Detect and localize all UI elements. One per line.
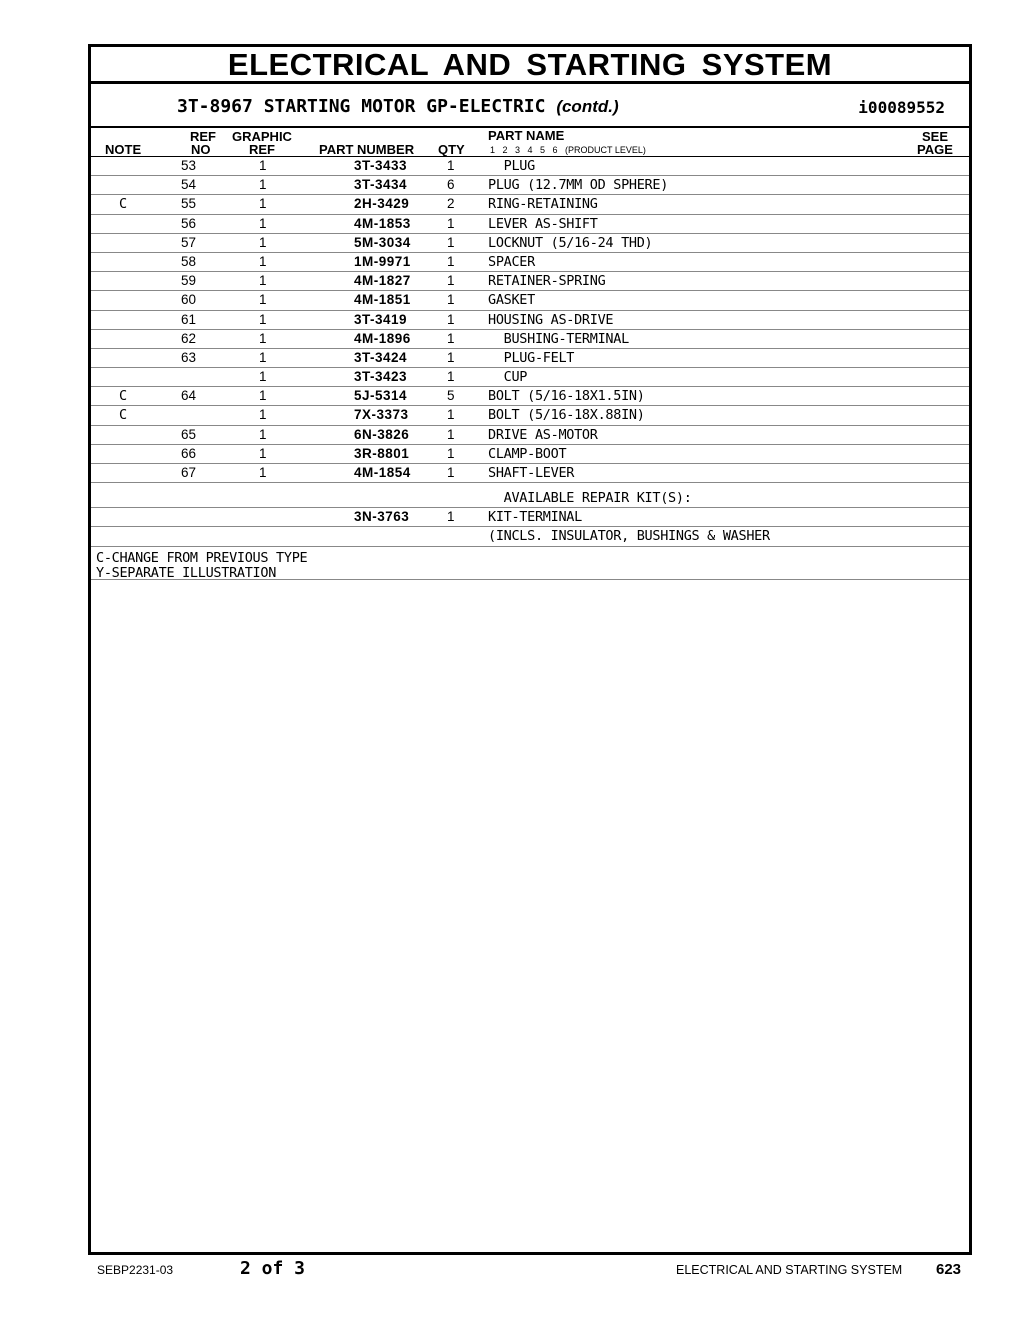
ref-cell: 63 (181, 349, 197, 365)
part-number-cell: 4M-1854 (354, 465, 411, 480)
header-graphic-top: GRAPHIC (232, 129, 292, 144)
part-number-cell: 3T-3419 (354, 311, 408, 327)
header-note: NOTE (105, 142, 142, 157)
kit-note: (INCLS. INSULATOR, BUSHINGS & WASHER (488, 528, 770, 545)
ref-cell: 60 (181, 292, 197, 308)
header-part-name: PART NAME (488, 128, 565, 143)
group-name: 3T-8967 STARTING MOTOR GP-ELECTRIC (177, 96, 546, 117)
kit-part-number: 3N-3763 (354, 509, 410, 525)
table-row (91, 464, 969, 483)
graphic-ref-cell: 1 (259, 311, 267, 327)
ref-cell: 64 (181, 388, 197, 404)
qty-cell: 1 (447, 253, 455, 269)
group-title (177, 96, 619, 117)
graphic-ref-cell: 1 (259, 426, 267, 442)
graphic-ref-cell: 1 (259, 177, 267, 193)
qty-cell: 1 (447, 445, 455, 461)
table-row (91, 445, 969, 464)
table-row (91, 426, 969, 445)
part-name-cell: DRIVE AS-MOTOR (488, 426, 598, 443)
column-headers (91, 128, 969, 157)
kit-note-row (91, 527, 969, 546)
ref-cell: 66 (181, 445, 197, 461)
part-number-cell: 3T-3433 (354, 158, 408, 173)
footer-section: ELECTRICAL AND STARTING SYSTEM (676, 1263, 903, 1277)
part-number-cell: 5M-3034 (354, 234, 411, 250)
table-row (91, 387, 969, 406)
page-footer (0, 1258, 1020, 1282)
qty-cell: 1 (447, 292, 455, 308)
part-number-cell: 5J-5314 (354, 388, 408, 404)
kit-heading: AVAILABLE REPAIR KIT(S): (488, 490, 692, 507)
part-name-cell: PLUG-FELT (488, 349, 575, 366)
qty-cell: 2 (447, 196, 455, 212)
page-frame (88, 44, 972, 1255)
part-number-cell: 4M-1827 (354, 273, 411, 289)
header-product-levels: 1 2 3 4 5 6 (PRODUCT LEVEL) (490, 145, 646, 155)
graphic-ref-cell: 1 (259, 215, 267, 231)
doc-id: SEBP2231-03 (97, 1263, 174, 1277)
contd-label: (contd.) (556, 97, 619, 116)
kit-heading-row (91, 483, 969, 508)
part-name-cell: RING-RETAINING (488, 196, 598, 213)
legend-change: C-CHANGE FROM PREVIOUS TYPE (96, 549, 308, 566)
part-number-cell: 6N-3826 (354, 426, 410, 442)
group-header (91, 84, 969, 128)
table-row (91, 368, 969, 387)
graphic-ref-cell: 1 (259, 349, 267, 365)
table-row (91, 253, 969, 272)
qty-cell: 1 (447, 407, 455, 423)
table-row (91, 234, 969, 253)
header-see-bottom: PAGE (917, 142, 953, 157)
part-number-cell: 1M-9971 (354, 253, 411, 269)
ref-cell: 55 (181, 196, 197, 212)
table-row (91, 195, 969, 214)
graphic-ref-cell: 1 (259, 196, 267, 212)
qty-cell: 1 (447, 369, 455, 385)
qty-cell: 1 (447, 215, 455, 231)
graphic-ref-cell: 1 (259, 273, 267, 289)
graphic-ref-cell: 1 (259, 407, 267, 423)
qty-cell: 1 (447, 273, 455, 289)
qty-cell: 1 (447, 330, 455, 346)
part-name-cell: BOLT (5/16-18X.88IN) (488, 407, 645, 424)
graphic-ref-cell: 1 (259, 330, 267, 346)
table-row (91, 272, 969, 291)
graphic-ref-cell: 1 (259, 158, 267, 173)
page-number: 623 (936, 1261, 962, 1278)
part-name-cell: GASKET (488, 292, 535, 309)
table-row (91, 176, 969, 195)
note-cell: C (119, 407, 127, 424)
ref-cell: 58 (181, 253, 197, 269)
part-number-cell: 4M-1851 (354, 292, 411, 308)
kit-name: KIT-TERMINAL (488, 509, 582, 526)
graphic-ref-cell: 1 (259, 445, 267, 461)
qty-cell: 1 (447, 234, 455, 250)
ref-cell: 62 (181, 330, 197, 346)
part-name-cell: CUP (488, 369, 528, 386)
header-part-number: PART NUMBER (319, 142, 415, 157)
kit-qty: 1 (447, 509, 455, 525)
part-name-cell: RETAINER-SPRING (488, 273, 606, 290)
graphic-ref-cell: 1 (259, 369, 267, 385)
ref-cell: 54 (181, 177, 197, 193)
header-see-top: SEE (922, 129, 949, 144)
part-number-cell: 3R-8801 (354, 445, 410, 461)
table-row (91, 215, 969, 234)
part-name-cell: LEVER AS-SHIFT (488, 215, 598, 232)
part-name-cell: SPACER (488, 253, 535, 270)
graphic-ref-cell: 1 (259, 388, 267, 404)
header-ref-top: REF (190, 129, 216, 144)
legend-separate: Y-SEPARATE ILLUSTRATION (96, 564, 277, 581)
graphic-ref-cell: 1 (259, 292, 267, 308)
note-cell: C (119, 196, 127, 213)
table-row (91, 157, 969, 176)
ref-cell: 57 (181, 234, 197, 250)
ref-cell: 53 (181, 158, 197, 173)
qty-cell: 1 (447, 465, 455, 480)
part-number-cell: 2H-3429 (354, 196, 410, 212)
graphic-ref-cell: 1 (259, 465, 267, 480)
qty-cell: 1 (447, 349, 455, 365)
ref-cell: 67 (181, 465, 197, 480)
qty-cell: 6 (447, 177, 455, 193)
qty-cell: 1 (447, 311, 455, 327)
parts-list (91, 157, 969, 580)
header-qty: QTY (438, 142, 465, 157)
part-name-cell: CLAMP-BOOT (488, 445, 567, 462)
illustration-id: i00089552 (858, 98, 945, 117)
graphic-ref-cell: 1 (259, 234, 267, 250)
qty-cell: 5 (447, 388, 455, 404)
table-row (91, 330, 969, 349)
table-row (91, 291, 969, 310)
ref-cell: 59 (181, 273, 197, 289)
part-number-cell: 3T-3434 (354, 177, 408, 193)
page-title: ELECTRICAL AND STARTING SYSTEM (91, 47, 969, 84)
note-cell: C (119, 388, 127, 405)
part-number-cell: 7X-3373 (354, 407, 409, 423)
table-row (91, 349, 969, 368)
part-number-cell: 3T-3424 (354, 349, 408, 365)
kit-row (91, 508, 969, 527)
table-row (91, 406, 969, 425)
part-name-cell: PLUG (12.7MM OD SPHERE) (488, 177, 669, 194)
part-number-cell: 4M-1896 (354, 330, 411, 346)
qty-cell: 1 (447, 158, 455, 173)
table-row (91, 311, 969, 330)
part-name-cell: HOUSING AS-DRIVE (488, 311, 614, 328)
part-name-cell: BUSHING-TERMINAL (488, 330, 629, 347)
legend (91, 547, 969, 580)
part-name-cell: BOLT (5/16-18X1.5IN) (488, 388, 645, 405)
part-number-cell: 3T-3423 (354, 369, 408, 385)
part-name-cell: LOCKNUT (5/16-24 THD) (488, 234, 653, 251)
ref-cell: 56 (181, 215, 197, 231)
graphic-ref-cell: 1 (259, 253, 267, 269)
part-name-cell: SHAFT-LEVER (488, 465, 575, 481)
header-ref-bottom: NO (191, 142, 211, 157)
part-name-cell: PLUG (488, 158, 535, 174)
ref-cell: 61 (181, 311, 197, 327)
qty-cell: 1 (447, 426, 455, 442)
part-number-cell: 4M-1853 (354, 215, 411, 231)
ref-cell: 65 (181, 426, 197, 442)
header-graphic-bottom: REF (249, 142, 275, 157)
page-of: 2 of 3 (240, 1258, 306, 1279)
